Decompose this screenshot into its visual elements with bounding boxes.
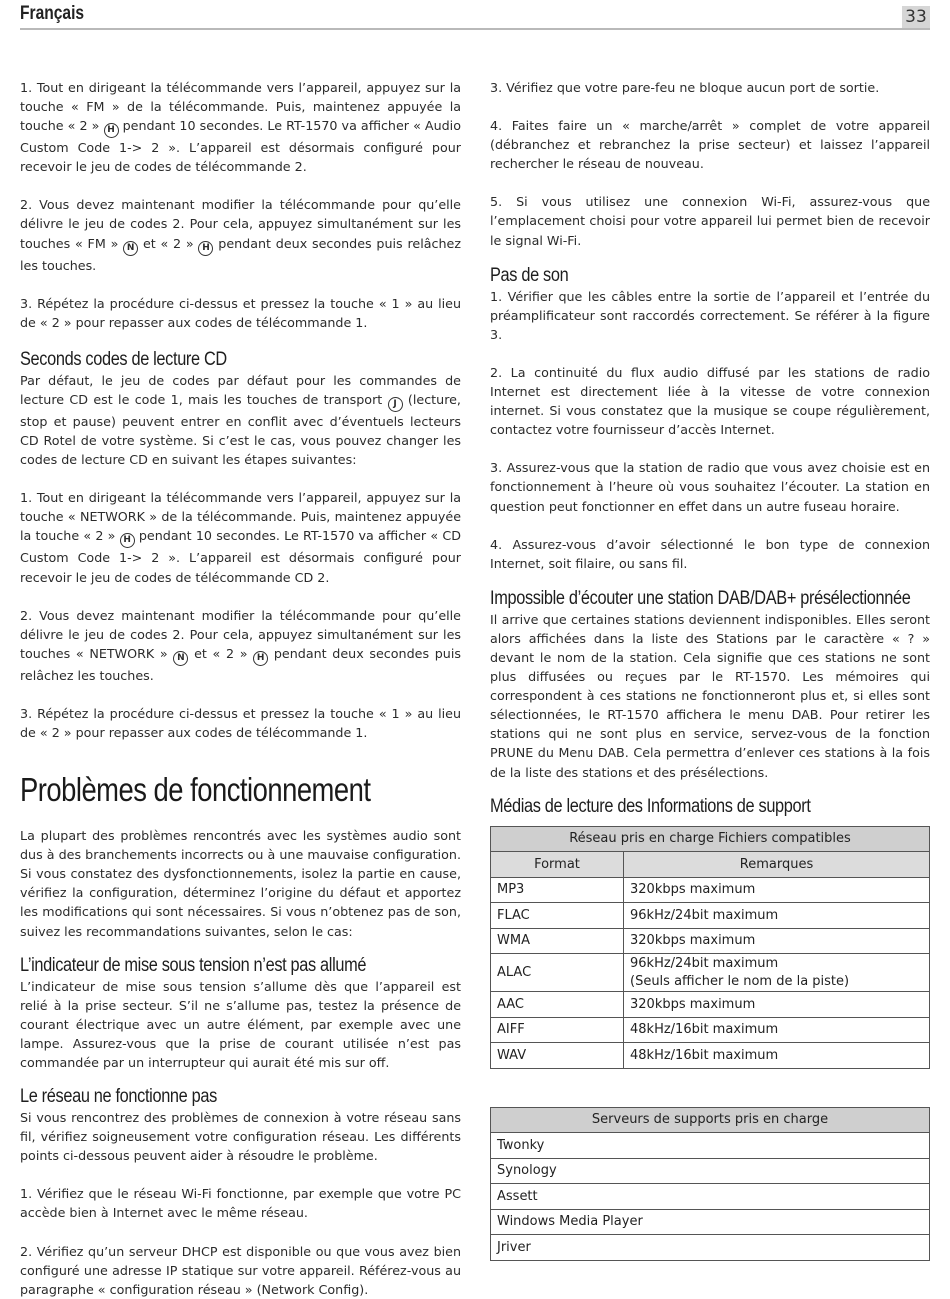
section-heading: Impossible d’écouter une station DAB/DAB+ présélectionnée [490,587,911,609]
column-header-remarks: Remarques [624,852,930,878]
h-button-icon: H [104,123,119,138]
left-column [20,78,461,1299]
j-button-icon: J [388,397,403,412]
table-row: AAC 320kbps maximum [491,992,930,1018]
paragraph: 2. La continuité du flux audio diffusé par les stations de radio Internet est directement liée à la vitesse de votre connexion internet. Si vous constatez que la musique se coupe régulièrement, contactez votre fournisseur d’accès Internet. [490,364,930,438]
column-header-format: Format [491,852,624,878]
paragraph: 1. Vérifier que les câbles entre la sortie de l’appareil et l’entrée du préamplificateur sont raccordés correctement. Se référer à la figure 3. [490,288,930,342]
paragraph: 3. Répétez la procédure ci-dessus et pressez la touche « 1 » au lieu de « 2 » pour repasser aux codes de télécommande 1. [20,705,461,740]
paragraph: 5. Si vous utilisez une connexion Wi-Fi, assurez-vous que l’emplacement choisi pour votre appareil lui permet bien de recevoir le signal Wi-Fi. [490,194,930,248]
table-title: Serveurs de supports pris en charge [491,1107,930,1133]
table-row: MP3 320kbps maximum [491,877,930,903]
paragraph: 3. Vérifiez que votre pare-feu ne bloque aucun port de sortie. [490,80,880,95]
paragraph: 1. Vérifiez que le réseau Wi-Fi fonctionne, par exemple que votre PC accède bien à Internet avec le même réseau. [20,1186,461,1221]
n-button-icon: N [123,241,138,256]
section-heading: Pas de son [490,264,569,286]
header-rule [20,28,930,30]
table-row: Synology [491,1158,930,1184]
table-row: WAV 48kHz/16bit maximum [491,1043,930,1069]
paragraph: 4. Faites faire un « marche/arrêt » complet de votre appareil (débranchez et rebranchez la prise secteur) et laissez l’appareil rechercher le réseau de nouveau. [490,118,930,172]
page-number: 33 [902,6,930,28]
table-row: ALAC 96kHz/24bit maximum (Seuls afficher le nom de la piste) [491,954,930,992]
paragraph: L’indicateur de mise sous tension s’allume dès que l’appareil est relié à la prise secteur. S’il ne s’allume pas, testez la présence de courant électrique avec un autre élément, par exemple avec une lampe. Assurez-vous que la prise de courant utilisée n’est pas commandée par un interrupteur qui aurait été mis sur off. [20,978,461,1070]
table-row: Windows Media Player [491,1209,930,1235]
page-header [20,0,930,30]
section-heading: L’indicateur de mise sous tension n’est pas allumé [20,954,367,976]
table-row: Twonky [491,1133,930,1159]
paragraph: 2. Vous devez maintenant modifier la télécommande pour qu’elle délivre le jeu de codes 2. Pour cela, appuyez simultanément sur les touches « NETWORK » N et « 2 » H pendant deux secondes puis relâchez les touches. [20,607,461,683]
table-row: Jriver [491,1235,930,1261]
paragraph: 2. Vous devez maintenant modifier la télécommande pour qu’elle délivre le jeu de codes 2. Pour cela, appuyez simultanément sur les touches « FM » N et « 2 » H pendant deux secondes puis relâchez les touches. [20,197,461,273]
paragraph: Il arrive que certaines stations deviennent indisponibles. Elles seront alors affichées dans la liste des Stations par le caractère « ? » devant le nom de la station. Cela signifie que ces stations ne sont plus diffusées ou reçues par le RT-1570. Les mémoires qui correspondent à ces stations ne fonctionneront plus et, si elles sont sélectionnées, le RT-1570 affichera le menu DAB. Pour retirer les stations qui ne sont plus en service, servez-vous de la fonction PRUNE du Menu DAB. Cela permettra d’enlever ces stations à la fois de la liste des stations et des présélections. [490,611,930,780]
h-button-icon: H [120,533,135,548]
media-servers-table [490,1107,930,1261]
paragraph: 2. Vérifiez qu’un serveur DHCP est disponible ou que vous avez bien configuré une adresse IP statique sur votre appareil. Référez-vous au paragraphe « configuration réseau » (Network Config). [20,1243,461,1297]
table-row: AIFF 48kHz/16bit maximum [491,1017,930,1043]
paragraph: 1. Tout en dirigeant la télécommande vers l’appareil, appuyez sur la touche « FM » de la télécommande. Puis, maintenez appuyée la touche « 2 » H pendant 10 secondes. Le RT-1570 va afficher « Audio Custom Code 1-> 2 ». L’appareil est désormais configuré pour recevoir le jeu de codes de télécommande 2. [20,80,461,175]
paragraph: Par défaut, le jeu de codes par défaut pour les commandes de lecture CD est le code 1, mais les touches de transport J (lecture, stop et pause) peuvent entrer en conflit avec d’éventuels lecteurs CD Rotel de votre système. Si c’est le cas, vous pouvez changer les codes de lecture CD en suivant les étapes suivantes: [20,372,461,468]
compatible-files-table [490,826,930,1069]
h-button-icon: H [198,241,213,256]
paragraph: 3. Répétez la procédure ci-dessus et pressez la touche « 1 » au lieu de « 2 » pour repasser aux codes de télécommande 1. [20,295,461,330]
right-column [490,78,930,1261]
table-row: FLAC 96kHz/24bit maximum [491,903,930,929]
n-button-icon: N [173,651,188,666]
section-heading: Le réseau ne fonctionne pas [20,1086,217,1108]
h-button-icon: H [253,651,268,666]
main-heading: Problèmes de fonctionnement [20,771,371,809]
paragraph: La plupart des problèmes rencontrés avec les systèmes audio sont dus à des branchements incorrects ou à une mauvaise configuration. Si vous constatez des dysfonctionnements, isolez la partie en cause, vérifiez la configuration, déterminez l’origine du défaut et apportez les modifications qui sont nécessaires. Si vous n’obtenez pas de son, suivez les recommandations suivantes, selon le cas: [20,828,461,939]
paragraph: 3. Assurez-vous que la station de radio que vous avez choisie est en fonctionnement à l’heure où vous souhaitez l’écouter. La station en question peut fonctionner en effet dans un autre fuseau horaire. [490,460,930,514]
language-label: Français [20,3,85,24]
table-title: Réseau pris en charge Fichiers compatibles [491,826,930,852]
paragraph: 1. Tout en dirigeant la télécommande vers l’appareil, appuyez sur la touche « NETWORK » de la télécommande. Puis, maintenez appuyée la touche « 2 » H pendant 10 secondes. Le RT-1570 va afficher « CD Custom Code 1-> 2 ». L’appareil est désormais configuré pour recevoir le jeu de codes de télécommande CD 2. [20,490,461,585]
paragraph: Si vous rencontrez des problèmes de connexion à votre réseau sans fil, vérifiez soigneusement votre configuration réseau. Les différents points ci-dessous peuvent aider à résoudre le problème. [20,1110,461,1164]
section-heading: Médias de lecture des Informations de support [490,795,811,817]
table-row: WMA 320kbps maximum [491,928,930,954]
paragraph: 4. Assurez-vous d’avoir sélectionné le bon type de connexion Internet, soit filaire, ou sans fil. [490,536,930,571]
table-row: Assett [491,1184,930,1210]
section-heading: Seconds codes de lecture CD [20,348,227,370]
